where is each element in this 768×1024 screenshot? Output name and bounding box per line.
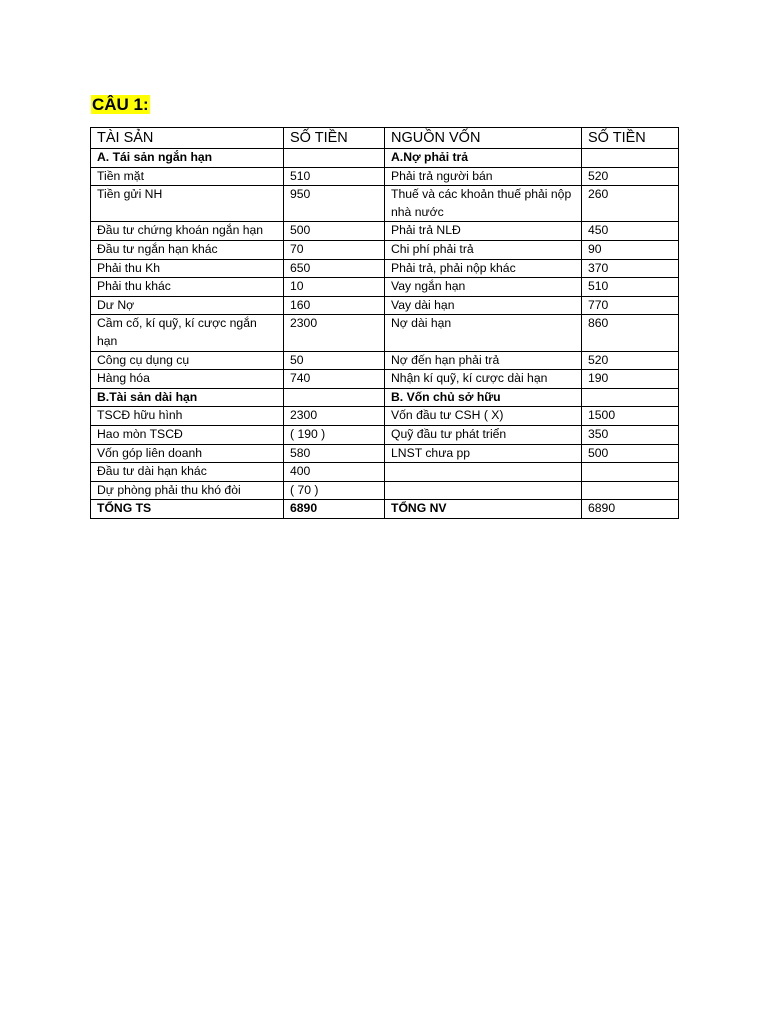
source-name-cell (385, 481, 582, 500)
source-name-cell (385, 463, 582, 482)
source-name-cell: Nợ dài hạn (385, 315, 582, 351)
asset-amount-cell: 650 (284, 259, 385, 278)
asset-amount-cell: 70 (284, 240, 385, 259)
source-name-cell: Phải trả người bán (385, 167, 582, 186)
asset-amount-cell: 10 (284, 278, 385, 297)
table-row (91, 481, 679, 500)
table-row (91, 296, 679, 315)
source-name-cell: TỔNG NV (385, 500, 582, 519)
source-name-cell: Phải trả, phải nộp khác (385, 259, 582, 278)
asset-amount-cell: 50 (284, 351, 385, 370)
asset-name-cell: Vốn góp liên doanh (91, 444, 284, 463)
asset-amount-cell: ( 190 ) (284, 425, 385, 444)
asset-name-cell: Phải thu khác (91, 278, 284, 297)
source-amount-cell (582, 463, 679, 482)
source-amount-cell: 510 (582, 278, 679, 297)
asset-amount-cell (284, 149, 385, 168)
table-row (91, 370, 679, 389)
asset-name-cell: Đầu tư ngắn hạn khác (91, 240, 284, 259)
asset-name-cell: Dự phòng phải thu khó đòi (91, 481, 284, 500)
balance-sheet-table (90, 127, 679, 519)
header-sources: NGUỒN VỐN (385, 128, 582, 149)
table-row (91, 278, 679, 297)
asset-amount-cell: 6890 (284, 500, 385, 519)
source-amount-cell (582, 388, 679, 407)
asset-name-cell: Phải thu Kh (91, 259, 284, 278)
asset-name-cell: Hàng hóa (91, 370, 284, 389)
header-assets: TÀI SẢN (91, 128, 284, 149)
asset-name-cell: Dư Nợ (91, 296, 284, 315)
source-amount-cell: 520 (582, 351, 679, 370)
question-heading (91, 94, 150, 116)
source-amount-cell: 260 (582, 186, 679, 222)
table-row (91, 222, 679, 241)
asset-amount-cell: ( 70 ) (284, 481, 385, 500)
source-name-cell: LNST chưa pp (385, 444, 582, 463)
table-row (91, 425, 679, 444)
table-row (91, 351, 679, 370)
asset-amount-cell: 500 (284, 222, 385, 241)
asset-name-cell: Đầu tư chứng khoán ngắn hạn (91, 222, 284, 241)
asset-name-cell: Tiền mặt (91, 167, 284, 186)
table-body (91, 149, 679, 519)
source-amount-cell: 520 (582, 167, 679, 186)
source-amount-cell: 90 (582, 240, 679, 259)
asset-amount-cell (284, 388, 385, 407)
asset-name-cell: Tiền gửi NH (91, 186, 284, 222)
asset-name-cell: TSCĐ hữu hình (91, 407, 284, 426)
source-amount-cell: 1500 (582, 407, 679, 426)
table-row (91, 240, 679, 259)
table-row (91, 388, 679, 407)
header-row (91, 128, 679, 149)
asset-amount-cell: 400 (284, 463, 385, 482)
asset-amount-cell: 2300 (284, 315, 385, 351)
source-name-cell: A.Nợ phải trả (385, 149, 582, 168)
header-source-amount: SỐ TIỀN (582, 128, 679, 149)
source-amount-cell: 770 (582, 296, 679, 315)
source-amount-cell: 350 (582, 425, 679, 444)
asset-name-cell: TỔNG TS (91, 500, 284, 519)
asset-name-cell: A. Tái sản ngắn hạn (91, 149, 284, 168)
heading-text: CÂU 1: (92, 95, 149, 114)
asset-amount-cell: 2300 (284, 407, 385, 426)
asset-name-cell: Cầm cố, kí quỹ, kí cược ngắn hạn (91, 315, 284, 351)
table-row (91, 407, 679, 426)
table-row (91, 167, 679, 186)
source-amount-cell (582, 149, 679, 168)
asset-amount-cell: 510 (284, 167, 385, 186)
asset-amount-cell: 160 (284, 296, 385, 315)
asset-name-cell: Đầu tư dài hạn khác (91, 463, 284, 482)
source-amount-cell: 860 (582, 315, 679, 351)
table-row (91, 259, 679, 278)
table-row (91, 149, 679, 168)
source-amount-cell: 6890 (582, 500, 679, 519)
source-name-cell: Nợ đến hạn phải trả (385, 351, 582, 370)
source-amount-cell: 190 (582, 370, 679, 389)
asset-name-cell: Hao mòn TSCĐ (91, 425, 284, 444)
source-amount-cell: 370 (582, 259, 679, 278)
table-row (91, 500, 679, 519)
source-name-cell: Thuế và các khoản thuế phải nộp nhà nước (385, 186, 582, 222)
table-row (91, 315, 679, 351)
source-name-cell: Phải trả NLĐ (385, 222, 582, 241)
source-name-cell: Vốn đầu tư CSH ( X) (385, 407, 582, 426)
source-amount-cell: 450 (582, 222, 679, 241)
asset-amount-cell: 740 (284, 370, 385, 389)
table-row (91, 186, 679, 222)
source-amount-cell (582, 481, 679, 500)
source-name-cell: Nhận kí quỹ, kí cược dài hạn (385, 370, 582, 389)
asset-amount-cell: 580 (284, 444, 385, 463)
source-name-cell: Quỹ đầu tư phát triển (385, 425, 582, 444)
table-row (91, 444, 679, 463)
source-name-cell: Vay dài hạn (385, 296, 582, 315)
table-row (91, 463, 679, 482)
source-amount-cell: 500 (582, 444, 679, 463)
source-name-cell: B. Vốn chủ sở hữu (385, 388, 582, 407)
header-asset-amount: SỐ TIỀN (284, 128, 385, 149)
source-name-cell: Chi phí phải trả (385, 240, 582, 259)
source-name-cell: Vay ngắn hạn (385, 278, 582, 297)
asset-amount-cell: 950 (284, 186, 385, 222)
asset-name-cell: Công cụ dụng cụ (91, 351, 284, 370)
asset-name-cell: B.Tài sản dài hạn (91, 388, 284, 407)
